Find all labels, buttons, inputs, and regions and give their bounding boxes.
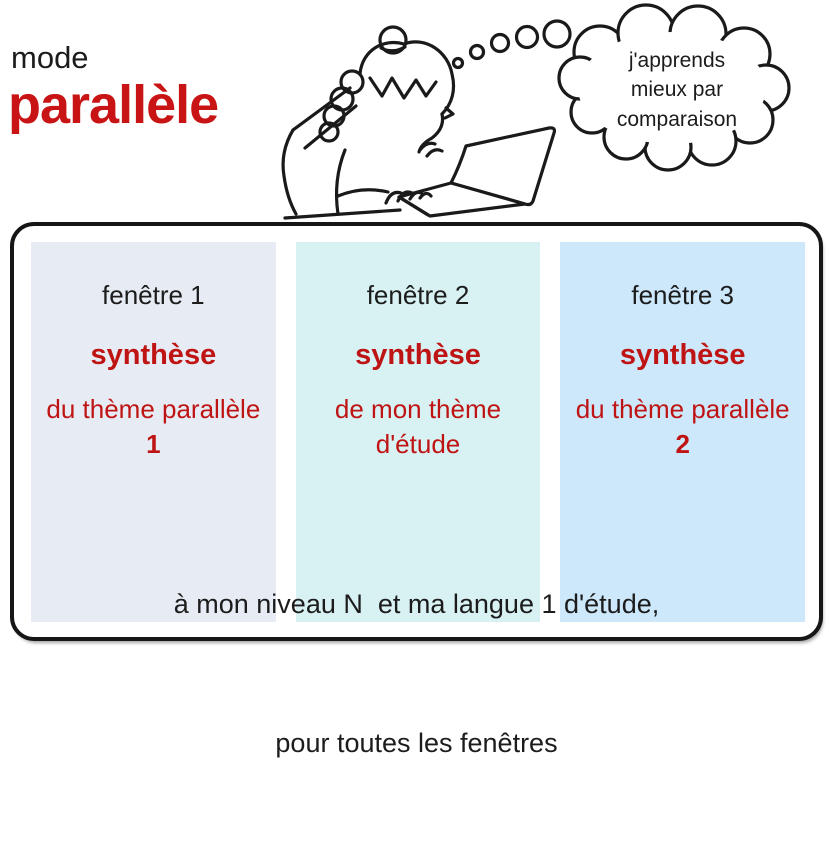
window-3-synthesis-heading: synthèse <box>619 339 746 371</box>
window-2-theme-line-2: d'étude <box>375 428 461 459</box>
window-3-title: fenêtre 3 <box>631 280 734 310</box>
window-1-theme-line: du thème parallèle <box>46 394 261 424</box>
footer-note-line-2: pour toutes les fenêtres <box>275 728 558 759</box>
window-1-title: fenêtre 1 <box>102 280 205 310</box>
window-3-theme-number: 2 <box>675 428 690 459</box>
window-2-synthesis-heading: synthèse <box>355 339 481 371</box>
laptop-icon <box>399 128 554 216</box>
page-title: parallèle <box>8 75 219 135</box>
mode-label: mode <box>11 40 89 75</box>
footer-note-line-1: à mon niveau N et ma langue 1 d'étude, <box>173 588 660 619</box>
window-1-theme-number: 1 <box>146 428 161 459</box>
main-box <box>10 222 823 759</box>
window-2-theme-line: de mon thème <box>334 394 502 424</box>
window-1-synthesis-heading: synthèse <box>90 339 217 371</box>
window-3-theme-line: du thème parallèle <box>575 394 790 424</box>
thought-bubble-text: j'apprends mieux par comparaison <box>616 49 738 131</box>
window-2-title: fenêtre 2 <box>366 280 470 310</box>
thought-trail-dots <box>454 21 571 68</box>
footer-note <box>14 488 819 860</box>
